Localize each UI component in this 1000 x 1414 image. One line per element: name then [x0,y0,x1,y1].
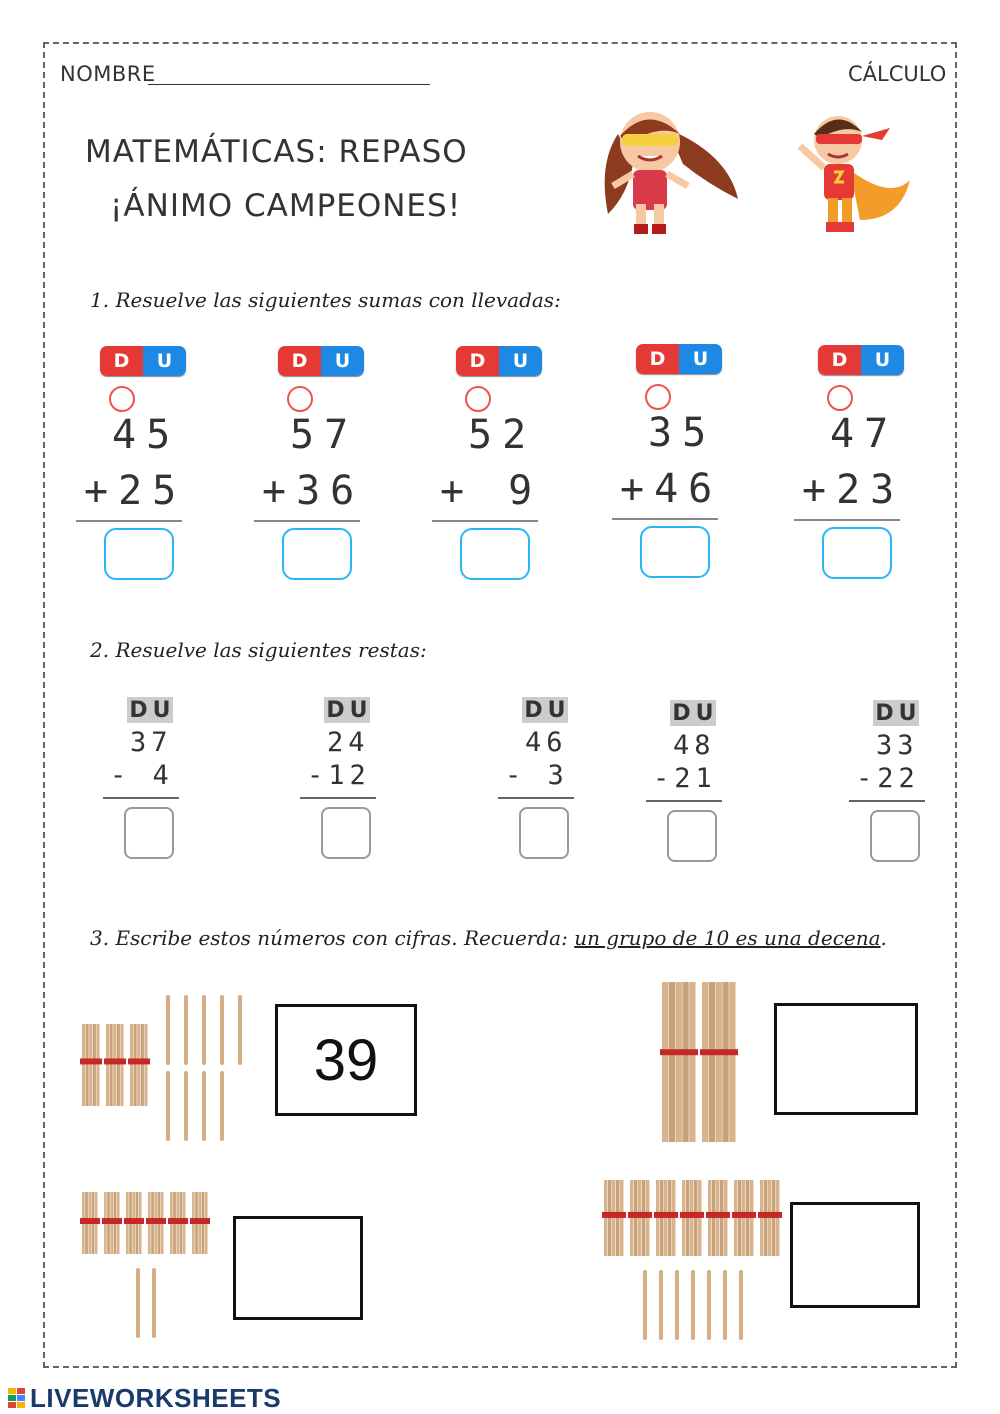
addend-bottom: + 9 [440,468,543,514]
addend-top: 45 [112,412,181,458]
difference-line [498,797,574,799]
number-answer-box[interactable] [774,1003,918,1115]
difference-answer-box[interactable] [321,807,371,859]
subtrahend: -21 [653,763,717,794]
brand-name: LIVEWORKSHEETS [30,1383,282,1413]
carry-circle[interactable] [827,385,853,411]
addend-bottom: +46 [620,466,723,512]
sticks-group-3 [80,1192,222,1354]
difference-answer-box[interactable] [870,810,920,862]
single-stick [675,1270,679,1340]
stick-bundle [146,1192,166,1254]
stick-bundle [700,982,738,1142]
stick-bundle [104,1024,126,1106]
stick-bundle [628,1180,652,1256]
single-stick [152,1268,156,1338]
single-stick [659,1270,663,1340]
sum-answer-box[interactable] [104,528,174,580]
name-label: NOMBRE [60,62,156,86]
minuend: 48 [673,730,716,761]
number-answer-box[interactable]: 39 [275,1004,417,1116]
du-units-label: U [547,697,566,723]
stick-bundle [660,982,698,1142]
single-stick [184,1071,188,1141]
sticks-group-4 [602,1180,794,1356]
sum-line [612,518,718,520]
du-header [873,700,919,726]
liveworksheets-logo[interactable] [8,1383,281,1414]
single-stick [220,995,224,1065]
sticks-group-1 [80,985,262,1145]
subtrahend: -12 [307,760,371,791]
minuend: 33 [876,730,919,761]
stick-bundle [602,1180,626,1256]
du-tens-label: D [636,344,679,374]
stick-bundle [168,1192,188,1254]
addend-bottom: +25 [84,468,187,514]
sum-answer-box[interactable] [460,528,530,580]
addend-top: 52 [468,412,537,458]
section1-instruction: 1. Resuelve las siguientes sumas con llevadas: [90,288,561,312]
single-stick [184,995,188,1065]
sum-line [794,519,900,521]
single-stick [202,1071,206,1141]
sum-answer-box[interactable] [822,527,892,579]
number-answer-box[interactable] [233,1216,363,1320]
sticks-group-2 [660,972,760,1152]
du-units-label: U [152,697,171,723]
addend-bottom: +23 [802,467,905,513]
page-border [43,42,957,1368]
sum-line [76,520,182,522]
section3-instruction-underlined: un grupo de 10 es una decena [574,926,881,950]
du-tens-label: D [129,697,148,723]
title-line-2: ¡ÁNIMO CAMPEONES! [110,188,462,224]
single-stick [739,1270,743,1340]
minuend: 37 [130,727,173,758]
du-units-label: U [499,346,542,376]
sum-answer-box[interactable] [640,526,710,578]
sum-answer-box[interactable] [282,528,352,580]
single-stick [166,995,170,1065]
du-units-label: U [321,346,364,376]
stick-bundle [190,1192,210,1254]
superhero-boy-illustration [790,110,920,236]
single-stick [643,1270,647,1340]
du-tens-label: D [875,700,894,726]
stick-bundle [758,1180,782,1256]
du-tens-label: D [672,700,691,726]
section3-instruction [90,926,887,950]
subtrahend: -22 [856,763,920,794]
du-units-label: U [349,697,368,723]
single-stick [220,1071,224,1141]
difference-line [300,797,376,799]
sum-line [254,520,360,522]
minuend: 46 [525,727,568,758]
addend-top: 57 [290,412,359,458]
du-tens-label: D [818,345,861,375]
du-tens-label: D [456,346,499,376]
single-stick [707,1270,711,1340]
du-header [818,345,904,375]
subtrahend: - 3 [505,760,569,791]
difference-answer-box[interactable] [519,807,569,859]
du-tens-label: D [100,346,143,376]
du-header [522,697,568,723]
sum-line [432,520,538,522]
du-header [127,697,173,723]
subtrahend: - 4 [110,760,174,791]
du-header [636,344,722,374]
section2-instruction: 2. Resuelve las siguientes restas: [90,638,427,662]
superhero-girl-illustration [588,104,738,236]
du-tens-label: D [524,697,543,723]
single-stick [166,1071,170,1141]
stick-bundle [680,1180,704,1256]
difference-line [849,800,925,802]
name-input-line[interactable] [148,84,430,85]
du-units-label: U [695,700,714,726]
du-units-label: U [679,344,722,374]
title-line-1: MATEMÁTICAS: REPASO [85,134,468,170]
stick-bundle [80,1024,102,1106]
single-stick [202,995,206,1065]
du-header [456,346,542,376]
du-units-label: U [861,345,904,375]
stick-bundle [102,1192,122,1254]
subject-label: CÁLCULO [848,62,947,86]
stick-bundle [124,1192,144,1254]
single-stick [723,1270,727,1340]
difference-line [103,797,179,799]
minuend: 24 [327,727,370,758]
carry-circle[interactable] [109,386,135,412]
difference-answer-box[interactable] [667,810,717,862]
single-stick [238,995,242,1065]
stick-bundle [654,1180,678,1256]
section3-instruction-text: 3. Escribe estos números con cifras. Recuerda: [90,926,575,950]
logo-grid-icon [8,1388,26,1410]
carry-circle[interactable] [465,386,491,412]
du-header [324,697,370,723]
stick-bundle [128,1024,150,1106]
carry-circle[interactable] [645,384,671,410]
du-units-label: U [898,700,917,726]
du-header [278,346,364,376]
addend-bottom: +36 [262,468,365,514]
single-stick [136,1268,140,1338]
du-tens-label: D [326,697,345,723]
du-header [670,700,716,726]
single-stick [691,1270,695,1340]
addend-top: 47 [830,411,899,457]
section3-instruction-end: . [880,926,887,950]
stick-bundle [706,1180,730,1256]
difference-answer-box[interactable] [124,807,174,859]
stick-bundle [80,1192,100,1254]
addend-top: 35 [648,410,717,456]
number-answer-box[interactable] [790,1202,920,1308]
du-tens-label: D [278,346,321,376]
difference-line [646,800,722,802]
stick-bundle [732,1180,756,1256]
du-header [100,346,186,376]
du-units-label: U [143,346,186,376]
carry-circle[interactable] [287,386,313,412]
